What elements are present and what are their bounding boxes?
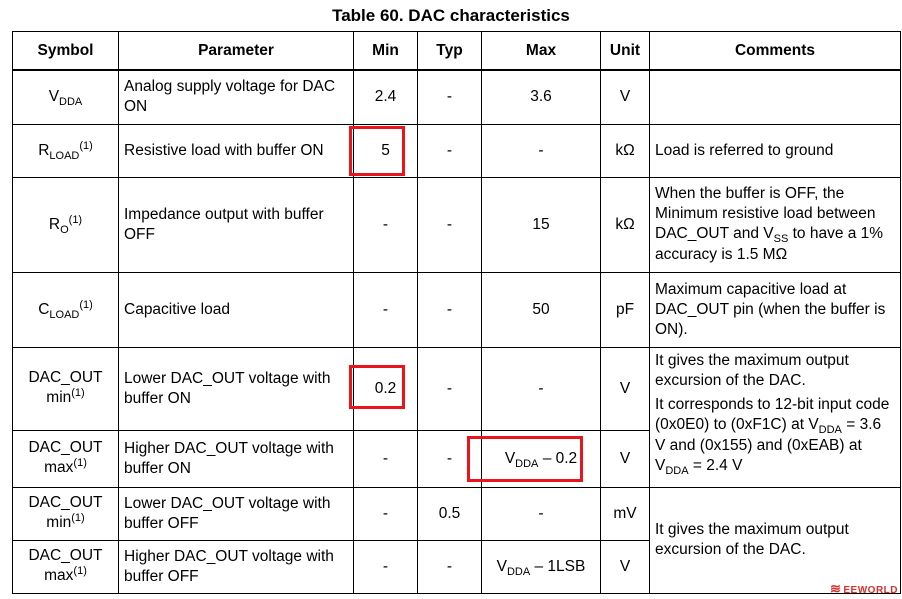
cell-max: - [482, 487, 601, 540]
header-symbol: Symbol [13, 32, 119, 71]
cell-typ: - [418, 430, 482, 487]
cell-min: 5 [354, 124, 418, 177]
table-row [13, 347, 901, 430]
cell-min: - [354, 430, 418, 487]
cell-min: - [354, 177, 418, 272]
cell-typ: - [418, 177, 482, 272]
logo-icon: ≋ [829, 581, 842, 596]
table-row [13, 272, 901, 347]
highlight-box-dacout-max [467, 436, 583, 482]
table-title: Table 60. DAC characteristics [332, 6, 570, 25]
cell-symbol: DAC_OUT $\min^{(1)}$ [13, 347, 119, 430]
cell-typ: - [418, 347, 482, 430]
cell-max: - [482, 347, 601, 430]
highlight-box-rload-min [349, 126, 405, 176]
cell-parameter: Analog supply voltage for DAC ON [119, 70, 354, 124]
cell-typ: - [418, 124, 482, 177]
table-row [13, 70, 901, 124]
header-typ: Typ [418, 32, 482, 71]
cell-comment: Maximum capacitive load at DAC_OUT pin (when the buffer is ON). [650, 272, 901, 347]
cell-typ: 0.5 [418, 487, 482, 540]
cell-unit: V [601, 430, 650, 487]
cell-unit: kΩ [601, 177, 650, 272]
cell-max: $V_{DDA} - 0.2$ [482, 430, 601, 487]
table-row [13, 124, 901, 177]
highlight-box-dacout-min [349, 365, 405, 409]
cell-max: - [482, 124, 601, 177]
cell-unit: mV [601, 487, 650, 540]
cell-max: 50 [482, 272, 601, 347]
table-row [13, 487, 901, 540]
cell-unit: V [601, 540, 650, 593]
cell-symbol: $C_{LOAD}^{(1)}$ [13, 272, 119, 347]
header-unit: Unit [601, 32, 650, 71]
dac-characteristics-table [12, 31, 901, 594]
header-comments: Comments [650, 32, 901, 71]
cell-parameter: Lower DAC_OUT voltage with buffer ON [119, 347, 354, 430]
cell-parameter: Impedance output with buffer OFF [119, 177, 354, 272]
cell-unit: pF [601, 272, 650, 347]
header-min: Min [354, 32, 418, 71]
cell-min: - [354, 540, 418, 593]
cell-symbol: DAC_OUT $\max^{(1)}$ [13, 540, 119, 593]
cell-parameter: Lower DAC_OUT voltage with buffer OFF [119, 487, 354, 540]
cell-typ: - [418, 540, 482, 593]
cell-max: $V_{DDA} - 1LSB$ [482, 540, 601, 593]
cell-min: 0.2 [354, 347, 418, 430]
cell-comment: When the buffer is OFF, the Minimum resistive load between DAC_OUT and $V_{SS}$ to have a 1% accuracy is 1.5 MΩ [650, 177, 901, 272]
comment-line: It gives the maximum output excursion of the DAC. [655, 351, 849, 389]
cell-parameter: Resistive load with buffer ON [119, 124, 354, 177]
cell-unit: V [601, 70, 650, 124]
cell-unit: V [601, 347, 650, 430]
cell-symbol: $R_{LOAD}^{(1)}$ [13, 124, 119, 177]
comment-line: It corresponds to 12-bit input code (0x0E0) to (0xF1C) at $V_{DDA} = 3.6$ V and (0x155) and (0xEAB) at $V_{DDA} = 2.4$ V [655, 395, 890, 477]
cell-parameter: Higher DAC_OUT voltage with buffer ON [119, 430, 354, 487]
cell-min: 2.4 [354, 70, 418, 124]
cell-min: - [354, 487, 418, 540]
cell-comment: Load is referred to ground [650, 124, 901, 177]
cell-symbol: DAC_OUT $\min^{(1)}$ [13, 487, 119, 540]
cell-comment-merged-off: It gives the maximum output excursion of the DAC. [650, 487, 901, 593]
watermark-logo: ≋ EEWORLD [829, 581, 898, 596]
cell-comment [650, 70, 901, 124]
cell-parameter: Capacitive load [119, 272, 354, 347]
cell-max: 3.6 [482, 70, 601, 124]
header-max: Max [482, 32, 601, 71]
cell-parameter: Higher DAC_OUT voltage with buffer OFF [119, 540, 354, 593]
table-row [13, 177, 901, 272]
cell-unit: kΩ [601, 124, 650, 177]
cell-symbol: DAC_OUT $\max^{(1)}$ [13, 430, 119, 487]
cell-typ: - [418, 70, 482, 124]
cell-symbol: $V_{DDA}$ [13, 70, 119, 124]
cell-min: - [354, 272, 418, 347]
cell-max: 15 [482, 177, 601, 272]
cell-symbol: $R_O^{(1)}$ [13, 177, 119, 272]
cell-comment-merged-on [650, 347, 901, 487]
cell-typ: - [418, 272, 482, 347]
header-parameter: Parameter [119, 32, 354, 71]
header-row [13, 32, 901, 71]
